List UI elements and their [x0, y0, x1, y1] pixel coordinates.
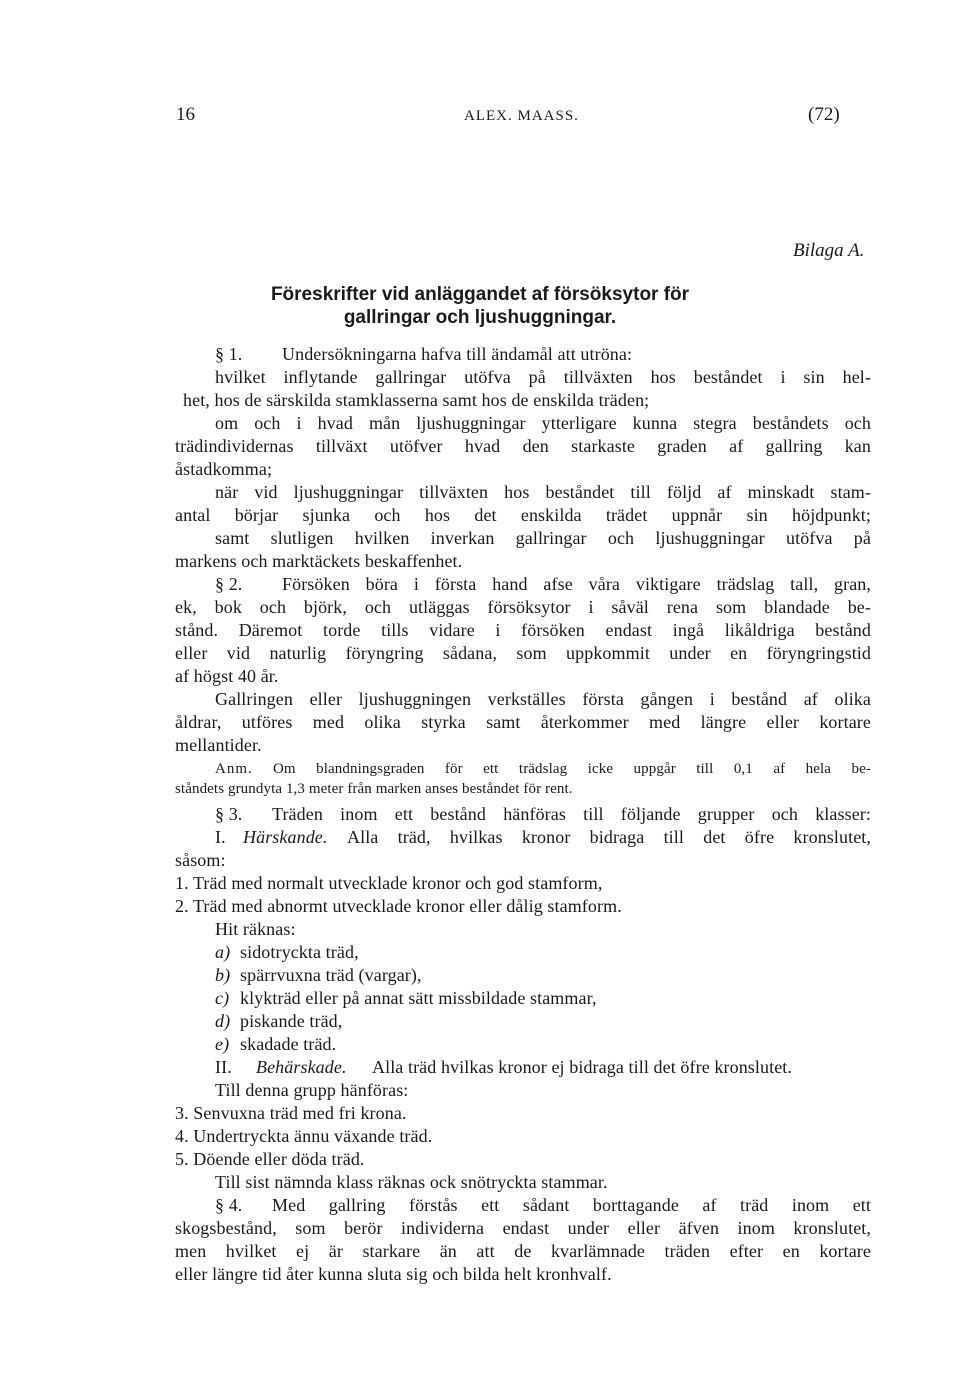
section-2-line: eller vid naturlig föryngring sådana, som uppkommit under en föryngringstid [175, 643, 871, 663]
class-1-continuation: såsom: [175, 850, 226, 870]
class-2-name: Behärskade. [256, 1057, 347, 1077]
note-line: Om blandningsgraden för ett trädslag icke uppgår till 0,1 af hela be- [273, 761, 871, 777]
section-4-line: skogsbestånd, som berör individerna endast under eller äfven inom kronslutet, [175, 1218, 871, 1238]
sub-item-letter: e) [215, 1034, 230, 1054]
section-1-line: trädindividernas tillväxt utöfver hvad den starkaste graden af gallring kan [175, 436, 871, 456]
section-1-line: markens och marktäckets beskaffenhet. [175, 551, 463, 571]
class-2-number: II. [215, 1057, 232, 1077]
section-4-number: § 4. [215, 1195, 243, 1215]
appendix-label: Bilaga A. [793, 240, 865, 261]
class-1-text: Alla träd, hvilkas kronor bidraga till det öfre kronslutet, [347, 827, 871, 847]
document-title-line-2: gallringar och ljushuggningar. [343, 307, 617, 328]
sub-item-text: skadade träd. [240, 1034, 337, 1054]
issue-number: (72) [808, 104, 840, 125]
section-2-line: af högst 40 år. [175, 666, 279, 686]
note-label: Anm. [215, 761, 253, 777]
list-item: 3. Senvuxna träd med fri krona. [175, 1103, 407, 1123]
section-1-line: hvilket inflytande gallringar utöfva på tillväxten hos beståndet i sin hel- [215, 367, 871, 387]
section-4-line: eller längre tid åter kunna sluta sig och bilda helt kronhvalf. [175, 1264, 612, 1284]
section-1-line: åstadkomma; [175, 459, 273, 479]
sub-item-text: klykträd eller på annat sätt missbildade stammar, [240, 988, 597, 1008]
running-title: ALEX. MAASS. [464, 108, 579, 124]
list-item: 2. Träd med abnormt utvecklade kronor eller dålig stamform. [175, 896, 622, 916]
list-item: 4. Undertryckta ännu växande träd. [175, 1126, 433, 1146]
section-2-line: ek, bok och björk, och utläggas försöksytor i såväl rena som blandade be- [175, 597, 871, 617]
section-4-line: Med gallring förstås ett sådant borttagande af träd inom ett [272, 1195, 871, 1215]
sub-item-text: spärrvuxna träd (vargar), [240, 965, 422, 985]
section-1-line: antal börjar sjunka och hos det enskilda trädet uppnår sin höjdpunkt; [175, 505, 871, 525]
list-item: 5. Döende eller döda träd. [175, 1149, 365, 1169]
section-2-line: mellantider. [175, 735, 262, 755]
section-2-line: åldrar, utföres med olika styrka samt återkommer med längre eller kortare [175, 712, 871, 732]
section-2-line: stånd. Däremot torde tills vidare i försöken endast ingå likåldriga bestånd [175, 620, 871, 640]
class-2-text: Alla träd hvilkas kronor ej bidraga till det öfre kronslutet. [372, 1057, 792, 1077]
section-3-line: Träden inom ett bestånd hänföras till följande grupper och klasser: [272, 804, 871, 824]
section-1-line: när vid ljushuggningar tillväxten hos beståndet till följd af minskadt stam- [215, 482, 871, 502]
section-1-number: § 1. [215, 344, 243, 364]
sub-item-letter: d) [215, 1011, 231, 1031]
sub-item-text: sidotryckta träd, [240, 942, 359, 962]
section-2-number: § 2. [215, 574, 243, 594]
section-3-closing: Till sist nämnda klass räknas ock snötryckta stammar. [215, 1172, 608, 1192]
list-intro: Till denna grupp hänföras: [215, 1080, 409, 1100]
section-4-line: men hvilket ej är starkare än att de kvarlämnade träden efter en kortare [175, 1241, 871, 1261]
note-line: ståndets grundyta 1,3 meter från marken anses beståndet för rent. [175, 781, 573, 797]
page-number: 16 [176, 104, 195, 125]
section-1-line: samt slutligen hvilken inverkan gallringar och ljushuggningar utöfva på [215, 528, 871, 548]
class-1-name: Härskande. [243, 827, 328, 847]
document-title-line-1: Föreskrifter vid anläggandet af försöksytor för [270, 284, 690, 305]
sub-item-letter: c) [215, 988, 230, 1008]
class-1-number: I. [215, 827, 226, 847]
list-intro: Hit räknas: [215, 919, 296, 939]
section-2-line: Gallringen eller ljushuggningen verkställes första gången i bestånd af olika [215, 689, 871, 709]
sub-item-text: piskande träd, [240, 1011, 343, 1031]
section-2-line: Försöken böra i första hand afse våra viktigare trädslag tall, gran, [282, 574, 871, 594]
section-1-line: om och i hvad mån ljushuggningar ytterligare kunna stegra beståndets och [215, 413, 871, 433]
sub-item-letter: b) [215, 965, 231, 985]
section-3-number: § 3. [215, 804, 243, 824]
section-1-line: Undersökningarna hafva till ändamål att utröna: [282, 344, 633, 364]
section-1-line: het, hos de särskilda stamklasserna samt hos de enskilda träden; [183, 390, 650, 410]
sub-item-letter: a) [215, 942, 231, 962]
list-item: 1. Träd med normalt utvecklade kronor och god stamform, [175, 873, 603, 893]
